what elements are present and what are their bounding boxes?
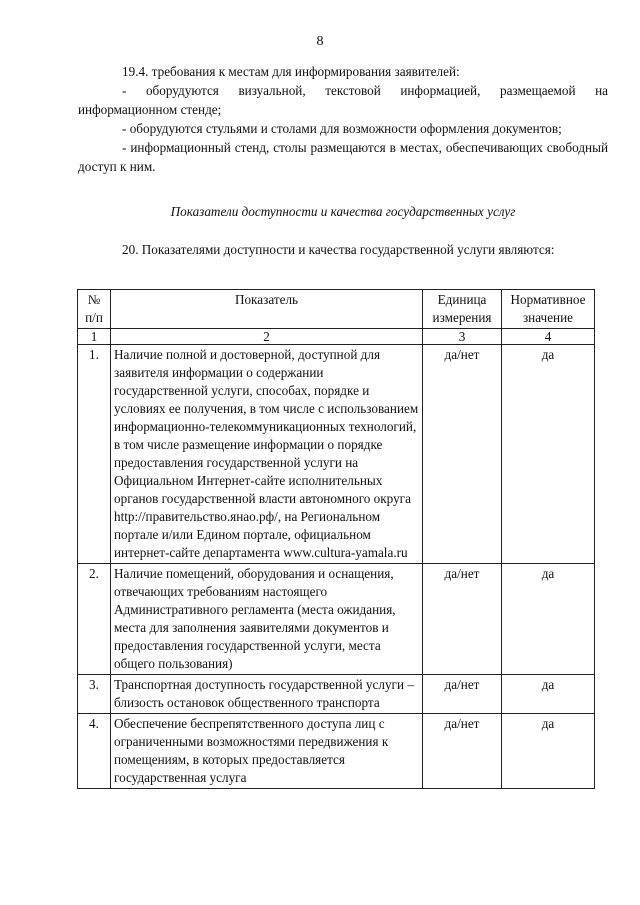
row-value: да <box>502 345 595 564</box>
table-row <box>78 345 595 564</box>
row-value: да <box>502 564 595 675</box>
section-20-intro: 20. Показателями доступности и качества государственной услуги являются: <box>122 242 555 257</box>
section-19-4-item: - оборудуются визуальной, текстовой информацией, размещаемой на информационном стенде; <box>78 83 608 117</box>
row-value: да <box>502 675 595 714</box>
row-value: да <box>502 714 595 789</box>
section-19-4-item: - информационный стенд, столы размещаются в местах, обеспечивающих свободный доступ к ним. <box>78 140 608 174</box>
section-19-4-item: - оборудуются стульями и столами для возможности оформления документов; <box>122 121 562 136</box>
header-unit: Единица измерения <box>423 290 502 329</box>
table-header-row <box>78 290 595 329</box>
table-row <box>78 714 595 789</box>
row-indicator: Наличие полной и достоверной, доступной для заявителя информации о содержании государственной услуги, способах, порядке и условиях ее получения, в том числе с использованием информационно-телекоммуникационных технологий, в том числе размещение информации о порядке предоставления государственной услуги на Официальном Интернет-сайте исполнительных органов государственной власти автономного округа http://правительство.янао.рф/, на Региональном портале и/или Едином портале, официальном интернет-сайте департамента www.cultura-yamala.ru <box>111 345 423 564</box>
row-unit: да/нет <box>423 675 502 714</box>
row-number: 1. <box>78 345 111 564</box>
row-number: 4. <box>78 714 111 789</box>
row-unit: да/нет <box>423 564 502 675</box>
header-indicator: Показатель <box>111 290 423 329</box>
column-number: 1 <box>78 329 111 345</box>
row-number: 2. <box>78 564 111 675</box>
column-number: 3 <box>423 329 502 345</box>
row-unit: да/нет <box>423 714 502 789</box>
row-unit: да/нет <box>423 345 502 564</box>
row-indicator: Наличие помещений, оборудования и оснащения, отвечающих требованиям настоящего Административного регламента (места ожидания, места для заполнения заявителями документов и предоставления государственной услуги, места общего пользования) <box>111 564 423 675</box>
table-row <box>78 675 595 714</box>
section-20 <box>78 240 608 259</box>
row-number: 3. <box>78 675 111 714</box>
column-numbers-row <box>78 329 595 345</box>
header-number: № п/п <box>78 290 111 329</box>
column-number: 4 <box>502 329 595 345</box>
indicators-table <box>77 289 595 789</box>
section-19-4-title: 19.4. требования к местам для информирования заявителей: <box>122 64 460 79</box>
table-row <box>78 564 595 675</box>
row-indicator: Транспортная доступность государственной услуги – близость остановок общественного транспорта <box>111 675 423 714</box>
section-19-4 <box>78 62 608 176</box>
section-heading: Показатели доступности и качества государственных услуг <box>170 204 516 219</box>
header-value: Нормативное значение <box>502 290 595 329</box>
page-number: 8 <box>316 34 324 49</box>
column-number: 2 <box>111 329 423 345</box>
row-indicator: Обеспечение беспрепятственного доступа лиц с ограниченными возможностями передвижения к помещениям, в которых предоставляется государственная услуга <box>111 714 423 789</box>
